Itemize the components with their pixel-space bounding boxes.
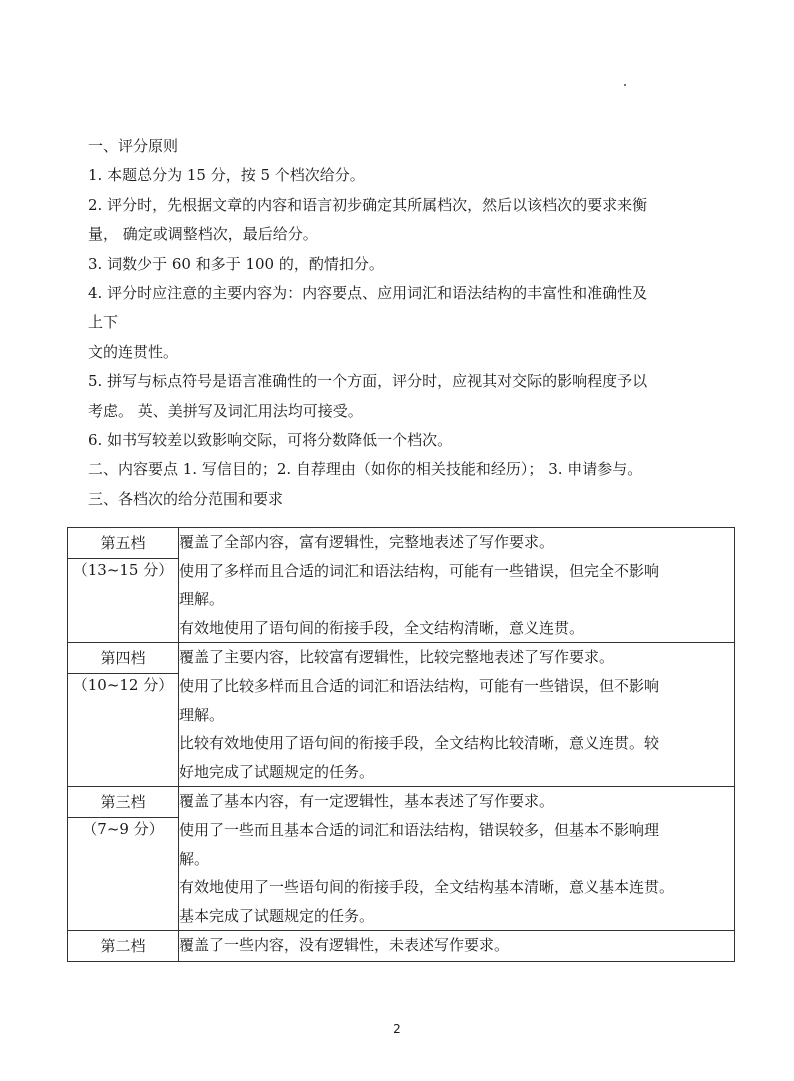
page-number: 2 [393, 1022, 401, 1036]
description-line: 好地完成了试题规定的任务。 [179, 762, 375, 781]
principle-4-cont: 上下 [88, 313, 119, 332]
section-heading-content-points: 二、内容要点 1. 写信目的；2. 自荐理由（如你的相关技能和经历）； 3. 申请参与。 [88, 460, 643, 479]
description-line: 有效地使用了一些语句间的衔接手段，全文结构基本清晰，意义基本连贯。 [179, 878, 675, 897]
description-line: 有效地使用了语句间的衔接手段，全文结构清晰，意义连贯。 [179, 618, 585, 637]
level-name: 第三档 [68, 787, 179, 818]
principle-5: 5. 拼写与标点符号是语言准确性的一个方面，评分时，应视其对交际的影响程度予以 [88, 372, 648, 391]
scan-dot-mark [624, 84, 626, 86]
principle-4-cont-2: 文的连贯性。 [88, 342, 179, 361]
level-description [179, 931, 735, 962]
table-row [68, 931, 735, 962]
principle-4: 4. 评分时应注意的主要内容为：内容要点、应用词汇和语法结构的丰富性和准确性及 [88, 284, 648, 303]
level-range: （7~9 分） [68, 818, 179, 931]
section-heading-principles: 一、评分原则 [88, 137, 179, 155]
description-line: 覆盖了一些内容，没有逻辑性，未表述写作要求。 [179, 936, 510, 955]
description-line: 使用了多样而且合适的词汇和语法结构，可能有一些错误，但完全不影响 [179, 561, 660, 580]
description-line: 覆盖了全部内容，富有逻辑性，完整地表述了写作要求。 [179, 533, 555, 551]
principle-3: 3. 词数少于 60 和多于 100 的，酌情扣分。 [88, 254, 384, 273]
principle-5-cont: 考虑。 英、美拼写及词汇用法均可接受。 [88, 401, 363, 420]
description-line: 理解。 [179, 705, 225, 724]
level-name: 第四档 [68, 643, 179, 674]
level-description [179, 643, 735, 787]
level-range: （13~15 分） [68, 559, 179, 643]
principle-2-cont: 量， 确定或调整档次，最后给分。 [88, 225, 318, 244]
description-line: 理解。 [179, 590, 225, 609]
level-name: 第二档 [68, 931, 179, 962]
level-range: （10~12 分） [68, 674, 179, 787]
table-row [68, 528, 735, 559]
description-line: 覆盖了基本内容，有一定逻辑性，基本表述了写作要求。 [179, 792, 555, 811]
principle-1: 1. 本题总分为 15 分，按 5 个档次给分。 [88, 166, 365, 185]
section-heading-levels: 三、各档次的给分范围和要求 [88, 489, 284, 508]
description-line: 比较有效地使用了语句间的衔接手段，全文结构比较清晰，意义连贯。较 [179, 734, 660, 753]
description-line: 使用了比较多样而且合适的词汇和语法结构，可能有一些错误，但不影响 [179, 676, 660, 695]
principle-6: 6. 如书写较差以致影响交际，可将分数降低一个档次。 [88, 431, 453, 450]
description-line: 解。 [179, 849, 210, 868]
grading-principles [88, 132, 728, 514]
description-line: 基本完成了试题规定的任务。 [179, 906, 375, 925]
principle-2: 2. 评分时，先根据文章的内容和语言初步确定其所属档次，然后以该档次的要求来衡 [88, 195, 648, 214]
level-description [179, 528, 735, 643]
level-description [179, 787, 735, 931]
level-name: 第五档 [68, 528, 179, 559]
table-row [68, 643, 735, 674]
description-line: 使用了一些而且基本合适的词汇和语法结构，错误较多，但基本不影响理 [179, 820, 660, 839]
grading-table [67, 527, 735, 962]
table-row [68, 787, 735, 818]
description-line: 覆盖了主要内容，比较富有逻辑性，比较完整地表述了写作要求。 [179, 648, 615, 667]
